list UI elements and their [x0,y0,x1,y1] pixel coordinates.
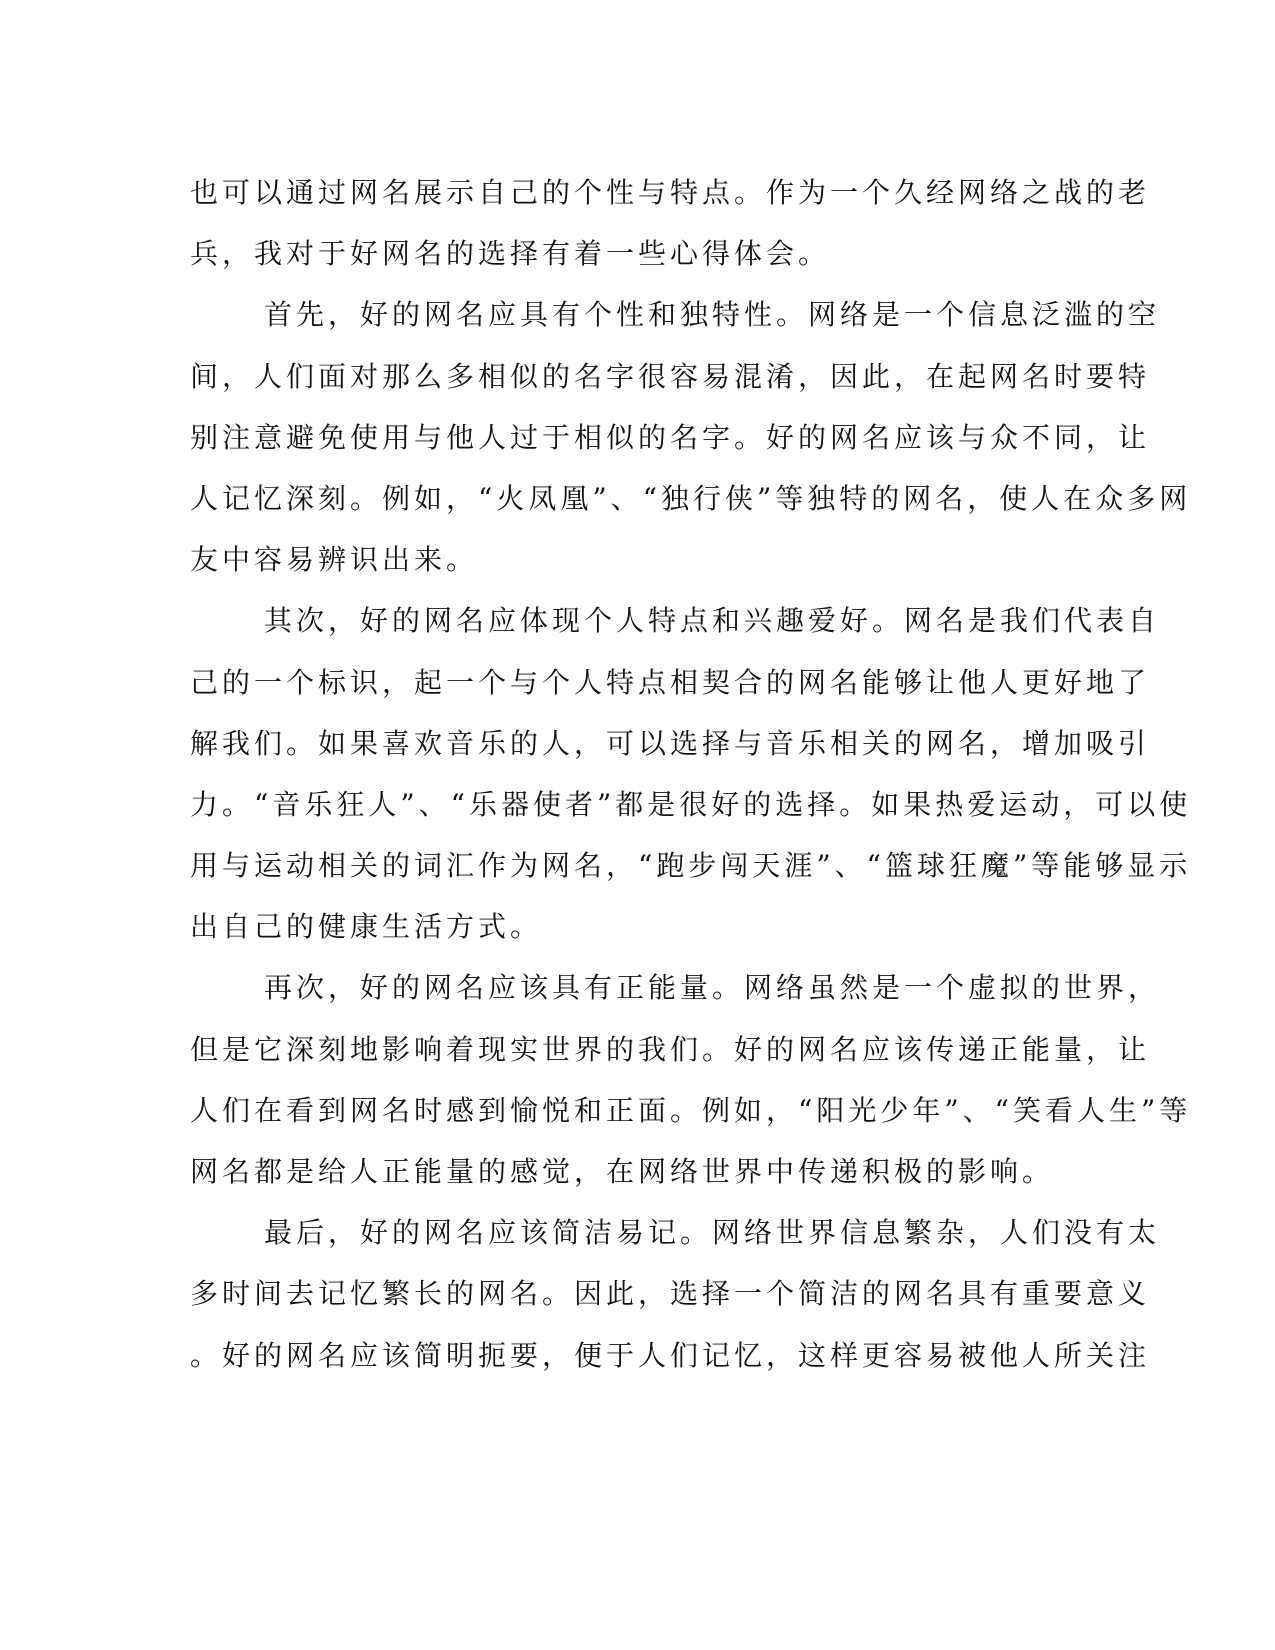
text-line: 多时间去记忆繁长的网名。因此，选择一个简洁的网名具有重要意义 [190,1277,1151,1311]
text-line: 最后，好的网名应该简洁易记。网络世界信息繁杂，人们没有太 [264,1216,1161,1250]
body-text [190,162,1192,1386]
text-line: 也可以通过网名展示自己的个性与特点。作为一个久经网络之战的老 [190,176,1151,209]
text-line: 间，人们面对那么多相似的名字很容易混淆，因此，在起网名时要特 [190,359,1151,393]
paragraph-third-point [190,957,1192,1202]
text-line: 网名都是给人正能量的感觉，在网络世界中传递积极的影响。 [190,1155,1055,1188]
paragraph-intro [190,162,1151,284]
text-line: 兵，我对于好网名的选择有着一些心得体会。 [190,237,831,271]
text-line: 人记忆深刻。例如，“火凤凰”、“独行侠”等独特的网名，使人在众多网 [190,481,1192,515]
paragraph-fourth-point [190,1202,1161,1386]
text-line: 己的一个标识，起一个与个人特点相契合的网名能够让他人更好地了 [190,665,1151,699]
text-line: 别注意避免使用与他人过于相似的名字。好的网名应该与众不同，让 [190,420,1151,454]
paragraph-second-point [190,590,1192,957]
text-line: 用与运动相关的词汇作为网名，“跑步闯天涯”、“篮球狂魔”等能够显示 [190,849,1192,883]
text-line: 首先，好的网名应具有个性和独特性。网络是一个信息泛滥的空 [264,298,1161,332]
text-line: 人们在看到网名时感到愉悦和正面。例如，“阳光少年”、“笑看人生”等 [190,1093,1192,1127]
paragraph-first-point [190,284,1192,590]
text-line: 其次，好的网名应体现个人特点和兴趣爱好。网名是我们代表自 [264,604,1161,638]
text-line: 再次，好的网名应该具有正能量。网络虽然是一个虚拟的世界， [264,971,1161,1005]
text-line: 友中容易辨识出来。 [190,543,479,577]
text-line: 。好的网名应该简明扼要，便于人们记忆，这样更容易被他人所关注 [190,1338,1151,1372]
text-line: 出自己的健康生活方式。 [190,910,543,944]
text-line: 力。“音乐狂人”、“乐器使者”都是很好的选择。如果热爱运动，可以使 [190,787,1192,821]
text-line: 但是它深刻地影响着现实世界的我们。好的网名应该传递正能量，让 [190,1032,1151,1066]
text-line: 解我们。如果喜欢音乐的人，可以选择与音乐相关的网名，增加吸引 [190,726,1151,760]
